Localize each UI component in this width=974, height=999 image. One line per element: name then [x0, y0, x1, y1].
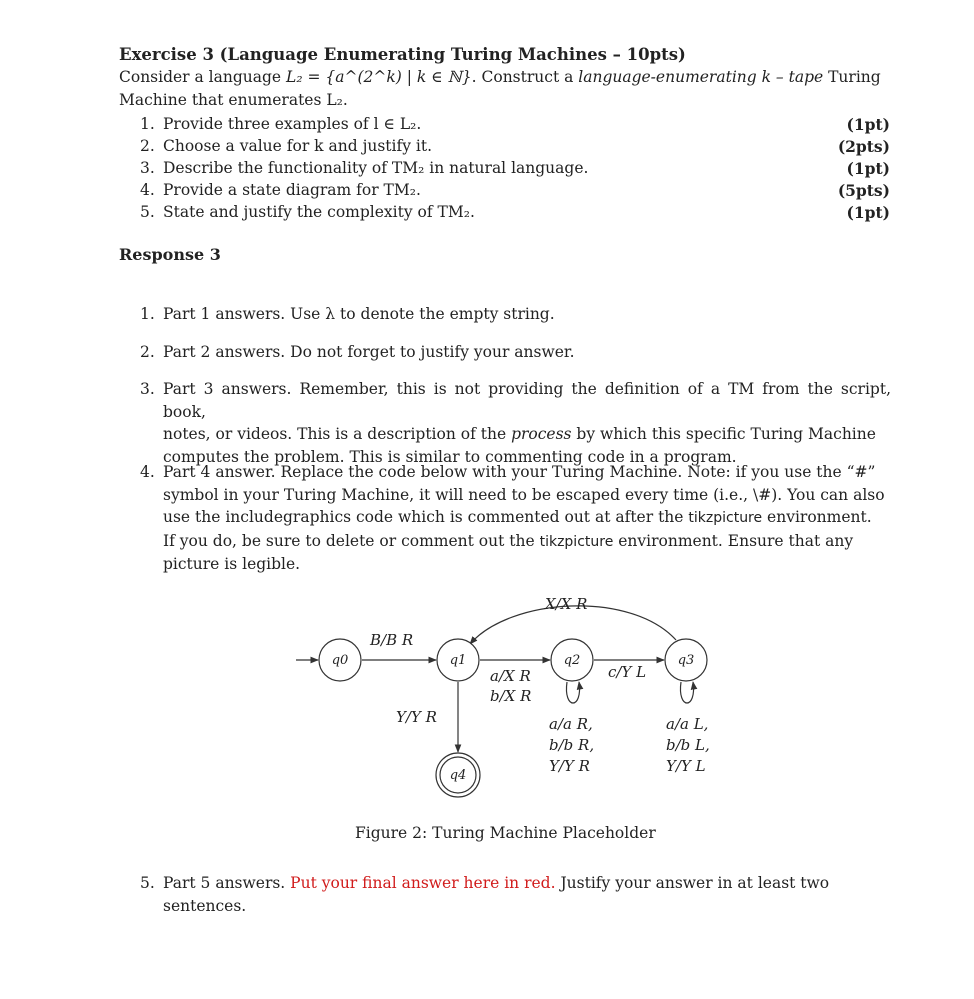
answer-4-line-4a: If you do, be sure to delete or comment out the	[163, 531, 540, 550]
task-number: 3.	[140, 159, 155, 177]
answer-4-line-2: symbol in your Turing Machine, it will need to be escaped every time (i.e., \#). You can also	[163, 485, 885, 504]
label-q2-q3: c/Y L	[608, 663, 647, 681]
answer-3-line-3: computes the problem. This is similar to commenting code in a program.	[163, 447, 737, 466]
code-tikzpicture: tikzpicture	[539, 533, 614, 550]
state-label-q0: q0	[331, 653, 349, 668]
state-label-q3: q3	[677, 653, 695, 668]
exercise-intro-line-2: Machine that enumerates L₂.	[119, 91, 348, 109]
task-text: Provide three examples of l ∈ L₂.	[163, 115, 422, 133]
answer-4-line-3b: environment.	[762, 508, 872, 526]
loop-q3	[680, 682, 693, 703]
label-q2-loop-3: Y/Y R	[549, 757, 590, 775]
label-q1-q2-b: b/X R	[490, 687, 532, 705]
figure-caption: Figure 2: Turing Machine Placeholder	[355, 824, 656, 842]
task-number: 5.	[140, 203, 155, 221]
answer-number: 5.	[140, 874, 155, 892]
answer-4-line-5: picture is legible.	[163, 555, 301, 573]
answer-number: 4.	[140, 463, 155, 481]
task-points: (5pts)	[837, 181, 890, 200]
label-q0-q1: B/B R	[370, 631, 414, 649]
code-tikzpicture: tikzpicture	[688, 510, 763, 526]
intro-suffix: . Construct a	[471, 68, 579, 86]
task-text: Choose a value for k and justify it.	[163, 137, 433, 155]
language-definition: L₂ = {a^(2^k) | k ∈ ℕ}	[286, 68, 472, 86]
answer-4-line-4b: environment. Ensure that any	[613, 531, 854, 550]
label-q1-q4: Y/Y R	[396, 708, 437, 726]
answer-4-line-3a: use the includegraphics code which is commented out at after the	[163, 508, 689, 526]
label-q3-loop-2: b/b L,	[666, 736, 710, 754]
state-label-q2: q2	[563, 653, 581, 668]
task-points: (1pt)	[846, 115, 890, 134]
label-q3-loop-1: a/a L,	[666, 715, 709, 733]
answer-5-paragraph	[163, 872, 891, 917]
response-heading: Response 3	[119, 245, 221, 264]
task-number: 2.	[140, 137, 155, 155]
answer-text: Part 1 answers. Use λ to denote the empty string.	[163, 305, 555, 323]
answer-3-line-2a: notes, or videos. This is a description of the	[163, 425, 512, 443]
answer-number: 3.	[140, 380, 155, 398]
loop-q2	[566, 682, 579, 703]
label-q2-loop-2: b/b R,	[549, 736, 595, 754]
intro-italic: language-enumerating k – tape	[578, 68, 824, 86]
answer-3-line-2b: by which this specific Turing Machine	[571, 425, 876, 443]
intro-prefix: Consider a language	[119, 68, 287, 86]
label-q2-loop-1: a/a R,	[549, 715, 593, 733]
task-points: (2pts)	[837, 137, 890, 156]
answer-4-line-1: Part 4 answer. Replace the code below with your Turing Machine. Note: if you use the “#”	[163, 463, 876, 481]
answer-5-red-text: Put your final answer here in red.	[290, 874, 556, 892]
label-q3-loop-3: Y/Y L	[666, 757, 706, 775]
answer-text: Part 2 answers. Do not forget to justify your answer.	[163, 343, 575, 361]
task-text: Describe the functionality of TM₂ in natural language.	[163, 159, 589, 177]
answer-number: 1.	[140, 305, 155, 323]
task-text: Provide a state diagram for TM₂.	[163, 181, 421, 199]
state-label-q1: q1	[449, 653, 467, 668]
task-text: State and justify the complexity of TM₂.	[163, 203, 475, 221]
label-q1-q2-a: a/X R	[490, 667, 531, 685]
answer-5-prefix: Part 5 answers.	[163, 874, 291, 892]
task-points: (1pt)	[846, 159, 890, 178]
answer-5-line-2: sentences.	[163, 896, 247, 915]
answer-3-line-1: Part 3 answers. Remember, this is not providing the definition of a TM from the script, book,	[163, 380, 891, 421]
task-number: 1.	[140, 115, 155, 133]
intro-end: Turing	[823, 68, 881, 86]
emphasis-process: process	[511, 425, 572, 443]
label-q3-q1: X/X R	[545, 595, 588, 613]
answer-5-suffix: Justify your answer in at least two	[555, 874, 830, 892]
exercise-title: Exercise 3 (Language Enumerating Turing Machines – 10pts)	[119, 45, 686, 64]
task-number: 4.	[140, 181, 155, 199]
task-points: (1pt)	[846, 203, 890, 222]
state-label-q4: q4	[449, 768, 467, 783]
answer-5-line-1	[163, 872, 891, 895]
answer-number: 2.	[140, 343, 155, 361]
